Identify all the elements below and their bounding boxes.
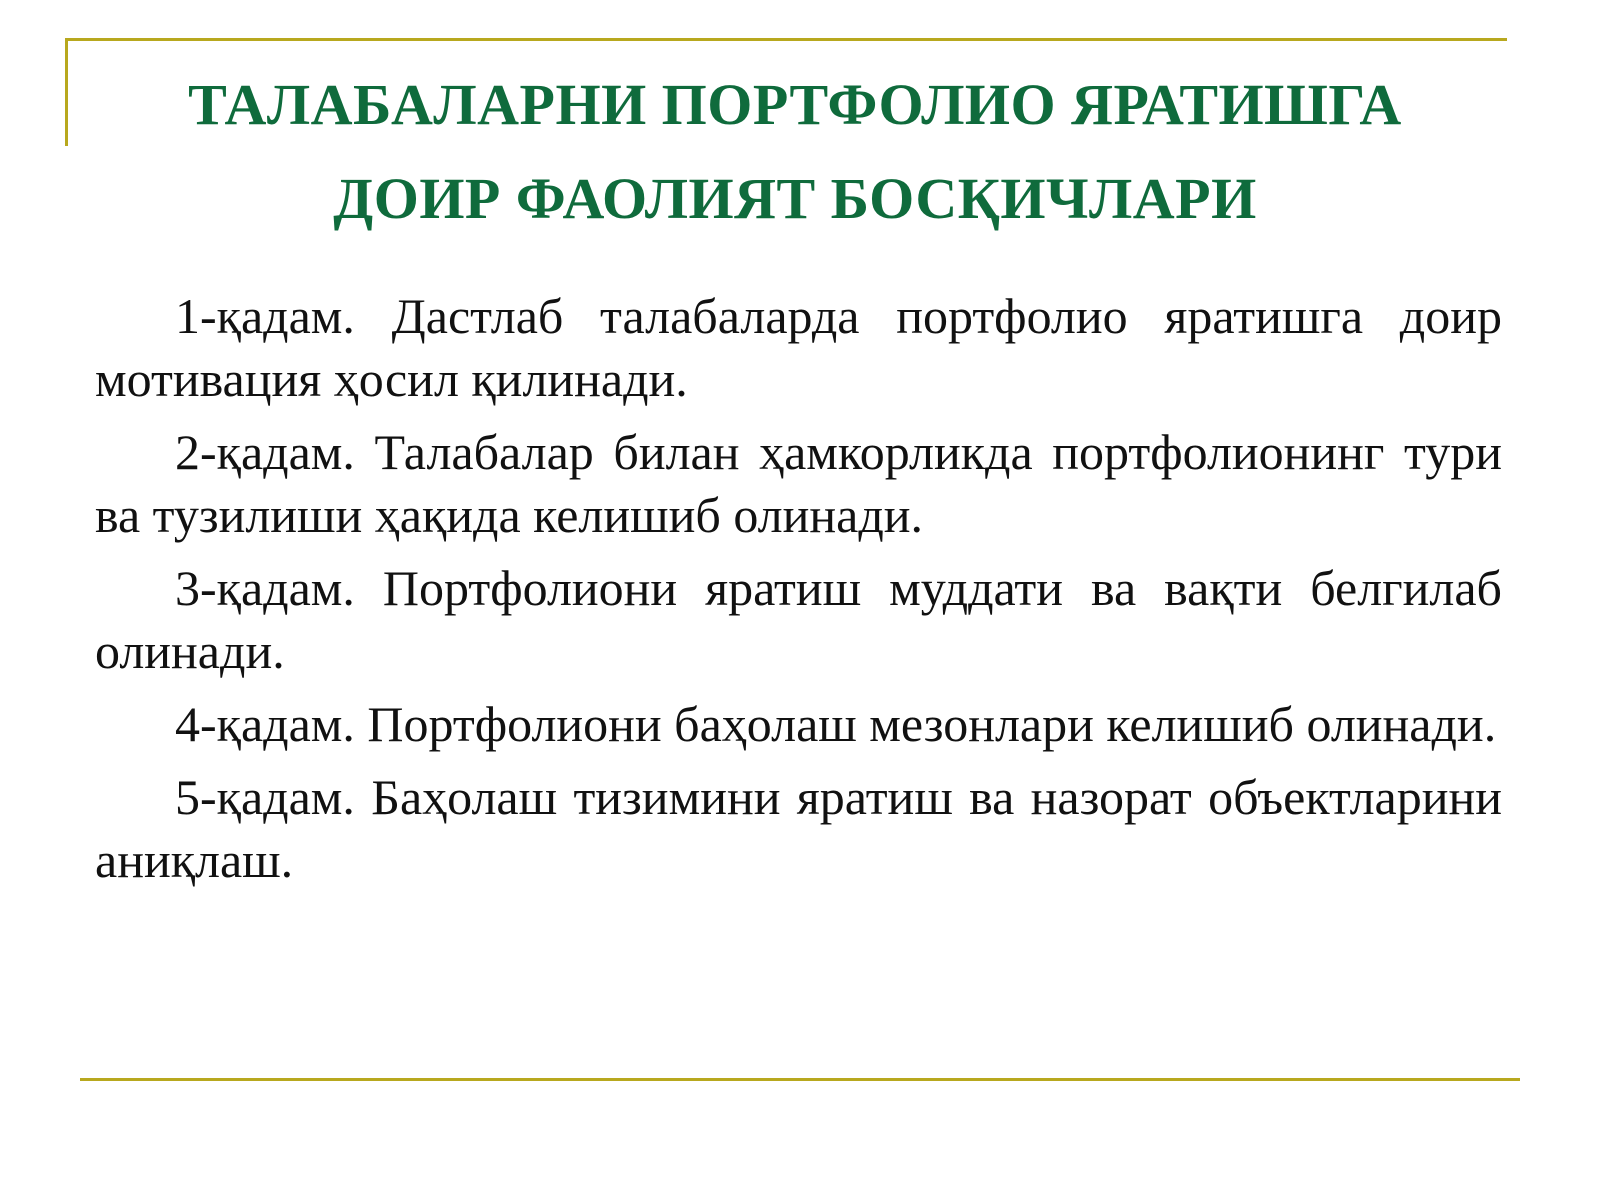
step-5: 5-қадам. Баҳолаш тизимини яратиш ва назорат объектларини аниқлаш. (95, 769, 1502, 888)
steps-list (95, 285, 1502, 902)
slide-title (70, 58, 1520, 246)
step-3: 3-қадам. Портфолиони яратиш муддати ва вақти белгилаб олинади. (95, 560, 1502, 679)
slide-title-line-2: ДОИР ФАОЛИЯТ БОСҚИЧЛАРИ (333, 166, 1257, 231)
step-2: 2-қадам. Талабалар билан ҳамкорликда портфолионинг тури ва тузилиши ҳақида келишиб олинади. (95, 424, 1502, 543)
step-1: 1-қадам. Дастлаб талабаларда портфолио яратишга доир мотивация ҳосил қилинади. (95, 288, 1502, 407)
slide-title-line-1: ТАЛАБАЛАРНИ ПОРТФОЛИО ЯРАТИШГА (188, 72, 1402, 137)
frame-top-line (65, 38, 1507, 41)
step-4: 4-қадам. Портфолиони баҳолаш мезонлари келишиб олинади. (175, 696, 1497, 752)
frame-left-line (65, 38, 68, 146)
frame-bottom-line (80, 1078, 1520, 1081)
